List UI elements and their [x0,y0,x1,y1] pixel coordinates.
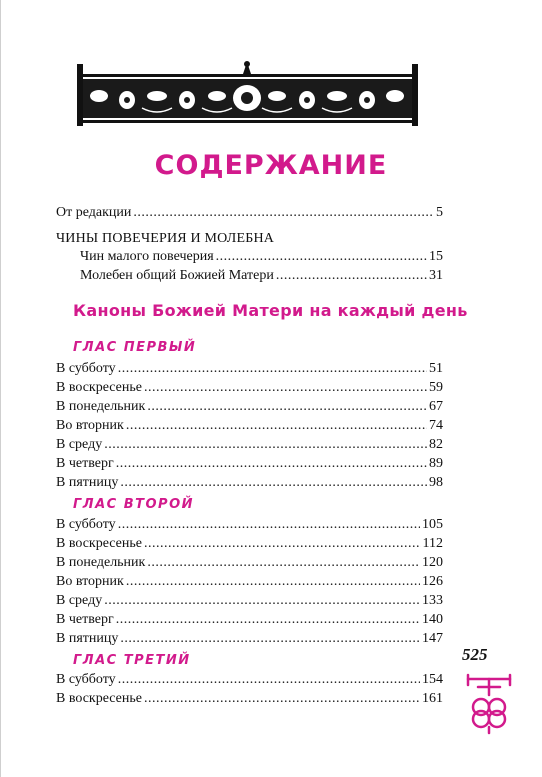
leader-dots [144,690,420,707]
leader-dots [144,379,427,396]
toc-entry-label: В пятницу [56,631,119,646]
leader-dots [126,417,427,434]
toc-entry-label: В четверг [56,612,114,627]
toc-entry-label: В воскресенье [56,380,142,395]
toc-entry-page: 140 [422,612,443,627]
floral-ornament-band [77,60,418,126]
toc-entry[interactable] [56,690,443,707]
toc-entry[interactable] [56,360,443,377]
toc-entry[interactable] [56,535,443,552]
toc-entry[interactable] [56,671,443,688]
leader-dots [133,204,434,221]
toc-entry-page: 161 [422,691,443,706]
toc-entry[interactable] [56,474,443,491]
toc-entry[interactable] [56,554,443,571]
toc-entry-page: 74 [429,418,443,433]
toc-entry[interactable] [56,592,443,609]
toc-entry[interactable] [56,204,443,221]
toc-entry-label: Молебен общий Божией Матери [80,268,274,283]
toc-entry-label: Во вторник [56,574,124,589]
leader-dots [147,398,427,415]
toc-entry-page: 82 [429,437,443,452]
toc-entry-label: В субботу [56,361,116,376]
toc-entry-label: В понедельник [56,399,146,414]
glas-heading: ГЛАС ПЕРВЫЙ [73,340,197,355]
toc-entry[interactable] [56,611,443,628]
knot-emblem-icon [462,673,516,735]
toc-entry-page: 89 [429,456,443,471]
leader-dots [120,474,427,491]
toc-entry-page: 98 [429,475,443,490]
toc-entry-label: Во вторник [56,418,124,433]
toc-entry-label: В воскресенье [56,536,142,551]
toc-entry-label: В субботу [56,517,116,532]
page-edge [0,0,1,777]
leader-dots [118,671,420,688]
toc-entry[interactable] [80,267,443,284]
leader-dots [116,611,420,628]
leader-dots [126,573,420,590]
leader-dots [216,248,427,265]
toc-entry[interactable] [56,573,443,590]
toc-entry-label: В субботу [56,672,116,687]
toc-entry-page: 67 [429,399,443,414]
toc-entry-label: В понедельник [56,555,146,570]
page-title: СОДЕРЖАНИЕ [154,150,388,181]
toc-entry-label: От редакции [56,205,132,220]
toc-entry[interactable] [56,398,443,415]
toc-entry-page: 147 [422,631,443,646]
subsection-heading: Каноны Божией Матери на каждый день [73,301,468,320]
glas-heading: ГЛАС ТРЕТИЙ [73,653,191,668]
toc-entry[interactable] [56,455,443,472]
toc-entry-label: Чин малого повечерия [80,249,214,264]
toc-entry[interactable] [56,436,443,453]
toc-entry[interactable] [56,417,443,434]
leader-dots [104,592,420,609]
toc-entry[interactable] [80,248,443,265]
toc-entry-page: 112 [422,536,443,551]
toc-entry-page: 133 [422,593,443,608]
glas-heading: ГЛАС ВТОРОЙ [73,497,194,512]
leader-dots [144,535,421,552]
leader-dots [116,455,427,472]
leader-dots [120,630,420,647]
toc-entry-label: В четверг [56,456,114,471]
page-number: 525 [462,645,488,664]
toc-entry-page: 126 [422,574,443,589]
toc-entry-label: В воскресенье [56,691,142,706]
toc-entry[interactable] [56,630,443,647]
leader-dots [104,436,427,453]
leader-dots [276,267,427,284]
toc-entry-page: 15 [429,249,443,264]
toc-entry-page: 105 [422,517,443,532]
toc-entry-page: 31 [429,268,443,283]
leader-dots [118,360,427,377]
toc-entry-page: 5 [436,205,443,220]
toc-entry-page: 120 [422,555,443,570]
toc-entry-label: В среду [56,437,103,452]
leader-dots [147,554,420,571]
leader-dots [118,516,420,533]
toc-entry[interactable] [56,516,443,533]
toc-entry-page: 59 [429,380,443,395]
toc-entry-page: 51 [429,361,443,376]
toc-entry[interactable] [56,379,443,396]
toc-entry-label: В пятницу [56,475,119,490]
section-heading: ЧИНЫ ПОВЕЧЕРИЯ И МОЛЕБНА [56,231,275,246]
toc-entry-label: В среду [56,593,103,608]
toc-entry-page: 154 [422,672,443,687]
